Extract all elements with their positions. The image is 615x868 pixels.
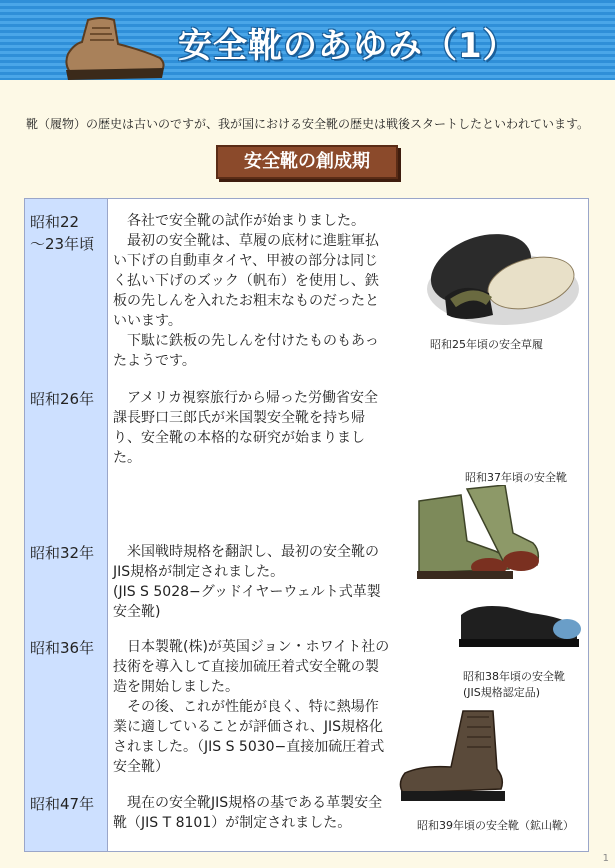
entry-paragraph: 下駄に鉄板の先しんを付けたものもあったようです。 xyxy=(113,333,379,369)
entry-paragraph: 米国戦時規格を翻訳し、最初の安全靴のJIS規格が制定されました。 xyxy=(113,544,379,580)
year-column xyxy=(25,199,108,851)
photo-caption: 昭和25年頃の安全草履 xyxy=(430,338,543,351)
timeline-entry xyxy=(113,211,391,371)
header-banner xyxy=(0,0,615,80)
entry-paragraph: (JIS S 5028−グッドイヤーウェルト式革製安全靴) xyxy=(113,584,381,620)
timeline-entry xyxy=(113,542,391,622)
photo-caption xyxy=(463,669,565,701)
intro-text: 靴（履物）の歴史は古いのですが、我が国における安全靴の歴史は戦後スタートしたといわれています。 xyxy=(25,117,590,131)
entry-paragraph: 最初の安全靴は、草履の底材に進駐軍払い下げの自動車タイヤ、甲被の部分は同じく払い下げのズック（帆布）を使用し、鉄板の先しんを入れたお粗末なものだったといいます。 xyxy=(113,233,379,329)
photo-caption: 昭和37年頃の安全靴 xyxy=(465,471,567,484)
timeline-entry xyxy=(113,388,391,468)
year-line: 昭和22 xyxy=(30,213,80,231)
entry-paragraph: アメリカ視察旅行から帰った労働省安全課長野口三郎氏が米国製安全靴を持ち帰り、安全靴の本格的な研究が始まりました。 xyxy=(113,390,379,466)
timeline-entry xyxy=(113,793,391,833)
caption-line: (JIS規格認定品) xyxy=(463,686,541,699)
timeline-entry xyxy=(113,637,391,777)
year-label: 昭和26年 xyxy=(30,390,95,408)
caption-line: 昭和38年頃の安全靴 xyxy=(463,670,565,683)
leather-shoe-photo xyxy=(455,597,585,652)
canvas-boot-photo xyxy=(405,485,545,585)
year-label: 昭和36年 xyxy=(30,639,95,657)
safety-sandal-photo xyxy=(423,219,583,329)
page-title: 安全靴のあゆみ（1） xyxy=(178,26,518,66)
page-number: 1 xyxy=(602,853,609,864)
entry-paragraph: 各社で安全靴の試作が始まりました。 xyxy=(113,213,365,229)
section-label: 安全靴の創成期 xyxy=(216,145,398,179)
entry-paragraph: 現在の安全靴JIS規格の基である革製安全靴（JIS T 8101）が制定されました。 xyxy=(113,795,383,831)
entry-paragraph: その後、これが性能が良く、特に熱場作業に適していることが評価され、JIS規格化されました。（JIS S 5030−直接加硫圧着式安全靴） xyxy=(113,699,385,775)
year-line: ～23年頃 xyxy=(30,235,95,253)
photo-caption: 昭和39年頃の安全靴（鉱山靴） xyxy=(417,819,574,832)
year-label xyxy=(30,211,94,255)
year-label: 昭和32年 xyxy=(30,544,95,562)
shoe-illustration xyxy=(58,14,168,82)
entry-paragraph: 日本製靴(株)が英国ジョン・ホワイト社の技術を導入して直接加硫圧着式安全靴の製造を開始しました。 xyxy=(113,639,390,695)
timeline-box xyxy=(24,198,589,852)
mining-boot-photo xyxy=(393,707,513,807)
year-label: 昭和47年 xyxy=(30,795,95,813)
